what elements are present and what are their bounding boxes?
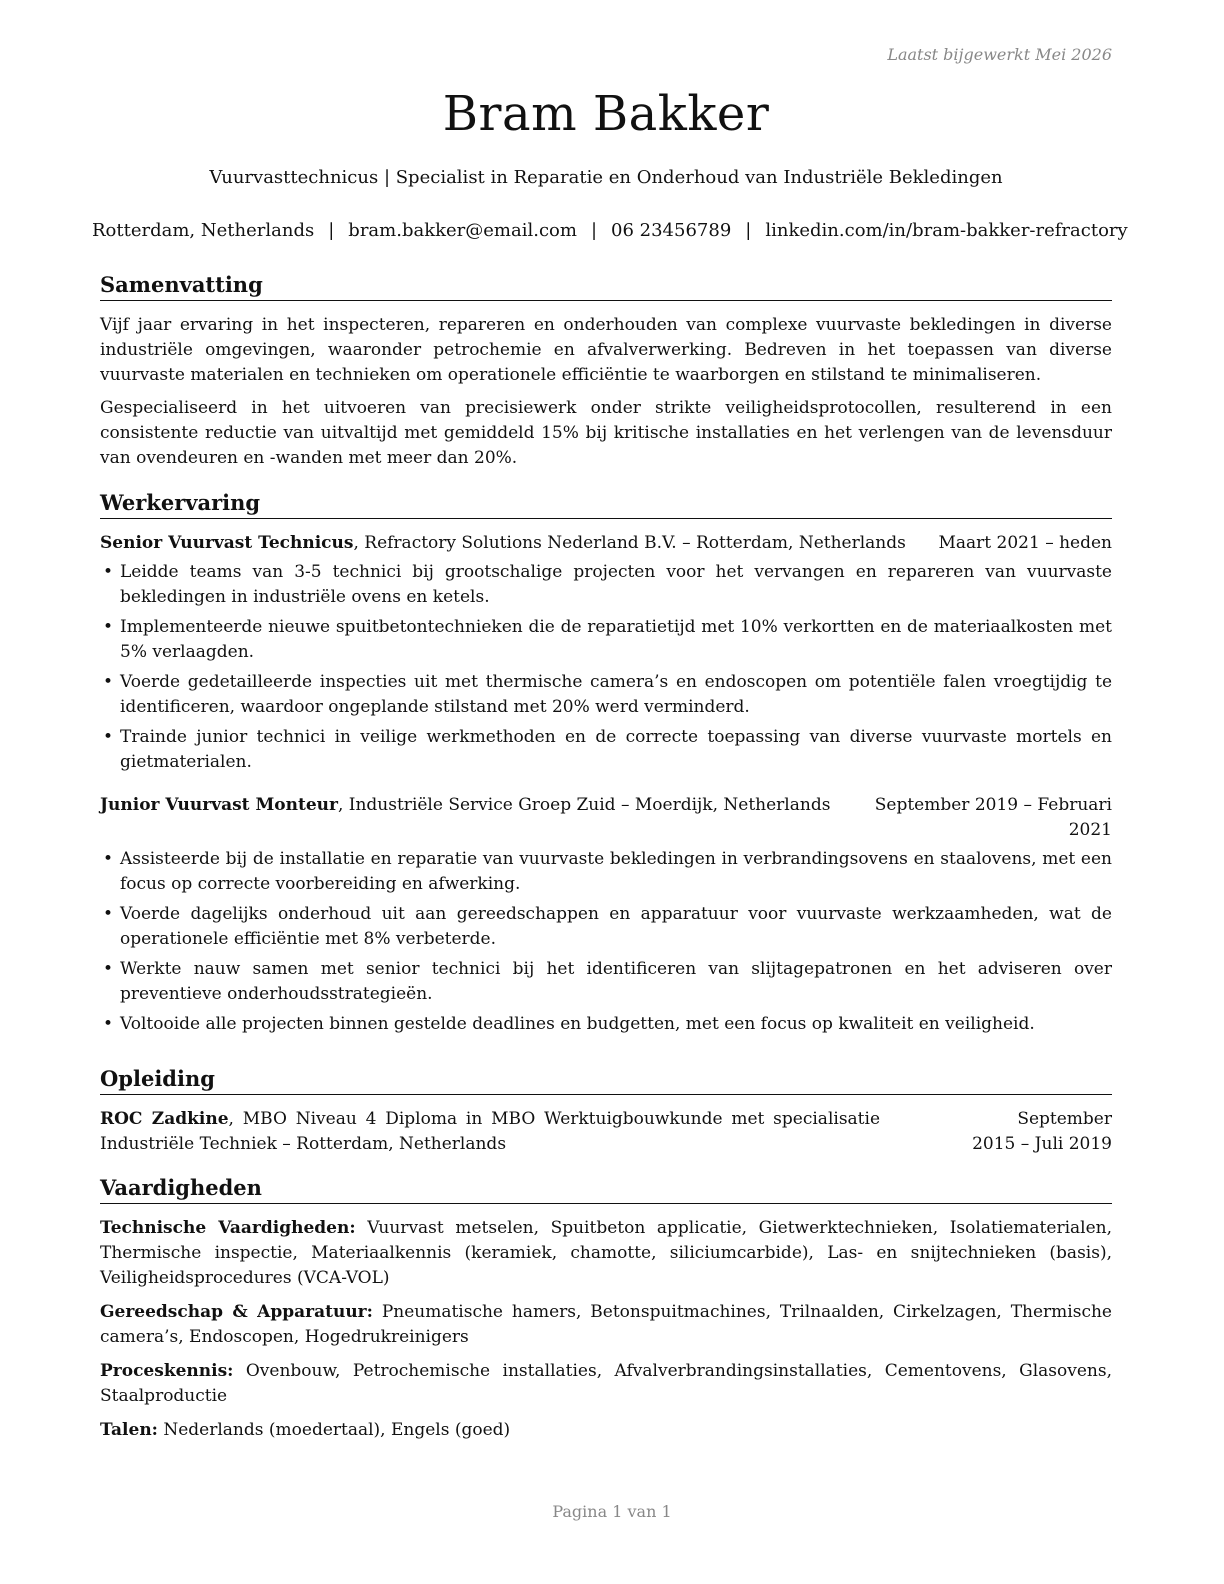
bullet-icon: •: [103, 904, 114, 924]
skill-label: Proceskennis:: [100, 1361, 234, 1381]
list-item: • Implementeerde nieuwe spuitbetontechnieken die de reparatietijd met 10% verkortten en de materiaalkosten met 5% verlaagden.: [103, 617, 1112, 662]
education-dates: September 2015 – Juli 2019: [972, 1109, 1112, 1154]
skill-group: [100, 1300, 1112, 1350]
job-header: [100, 793, 1112, 843]
bullet-icon: •: [103, 672, 114, 692]
job-bullets: [100, 847, 1112, 1037]
section-title-experience: Werkervaring: [100, 489, 1112, 519]
list-item: • Voltooide alle projecten binnen gestelde deadlines en budgetten, met een focus op kwaliteit en veiligheid.: [100, 1012, 1112, 1037]
job-role: Senior Vuurvast Technicus: [100, 533, 354, 553]
list-item: • Voerde dagelijks onderhoud uit aan gereedschappen en apparatuur voor vuurvaste werkzaamheden, wat de operationele efficiëntie met 8% verbeterde.: [103, 904, 1112, 949]
skill-text: Ovenbouw, Petrochemische installaties, Afvalverbrandingsinstallaties, Cementovens, Glasovens, Staalproductie: [100, 1361, 1112, 1406]
bullet-icon: •: [103, 727, 114, 747]
skills-section: [100, 1174, 1112, 1452]
contact-separator: |: [328, 220, 335, 241]
summary-paragraph: Vijf jaar ervaring in het inspecteren, repareren en onderhouden van complexe vuurvaste bekledingen in diverse industriële omgevingen, waaronder petrochemie en afvalverwerking. Bedreven in het toepassen van diverse vuurvaste materialen en technieken om operationele efficiëntie te waarborgen en stilstand te minimaliseren.: [100, 315, 1112, 385]
list-item: • Voerde gedetailleerde inspecties uit met thermische camera’s en endoscopen om potentiële falen vroegtijdig te identificeren, waardoor ongeplande stilstand met 20% werd verminderd.: [103, 672, 1112, 717]
job-header: [100, 531, 1112, 556]
contact-separator: |: [590, 220, 598, 241]
bullet-icon: •: [103, 562, 114, 582]
bullet-icon: •: [103, 849, 114, 869]
bullet-icon: •: [103, 1014, 114, 1034]
list-item: • Werkte nauw samen met senior technici bij het identificeren van slijtagepatronen en het adviseren over preventieve onderhoudsstrategieën.: [103, 959, 1112, 1004]
candidate-name: Bram Bakker: [442, 86, 770, 142]
education-section: [100, 1065, 1112, 1161]
section-title-summary: Samenvatting: [100, 271, 1112, 301]
skill-text: Nederlands (moedertaal), Engels (goed): [157, 1420, 511, 1440]
job-company: , Industriële Service Groep Zuid – Moerdijk, Netherlands: [337, 795, 831, 815]
contact-location: Rotterdam, Netherlands: [92, 220, 315, 241]
education-detail: , MBO Niveau 4 Diploma in MBO Werktuigbouwkunde met specialisatie Industriële Techniek – Rotterdam, Netherlands: [100, 1109, 881, 1154]
contact-linkedin[interactable]: linkedin.com/in/bram-bakker-refractory: [765, 220, 1128, 241]
list-item: • Trainde junior technici in veilige werkmethoden en de correcte toepassing van diverse vuurvaste mortels en gietmaterialen.: [103, 727, 1112, 772]
section-title-education: Opleiding: [100, 1065, 1112, 1095]
section-title-skills: Vaardigheden: [100, 1174, 1112, 1204]
page-number: Pagina 1 van 1: [552, 1502, 672, 1521]
school-name: ROC Zadkine: [100, 1109, 229, 1129]
bullet-icon: •: [103, 617, 114, 637]
skill-text: Vuurvast metselen, Spuitbeton applicatie, Gietwerktechnieken, Isolatiematerialen, Thermische inspectie, Materiaalkennis (keramiek, chamotte, siliciumcarbide), Las- en snijtechnieken (basis), Veiligheidsprocedures (VCA-VOL): [100, 1218, 1112, 1288]
skill-group: [100, 1216, 1112, 1291]
contact-separator: |: [745, 220, 752, 241]
skill-group: [100, 1418, 1112, 1443]
skill-label: Gereedschap & Apparatuur:: [100, 1302, 373, 1322]
summary-section: [100, 271, 1112, 479]
job-dates: Maart 2021 – heden: [938, 533, 1112, 553]
job-company: , Refractory Solutions Nederland B.V. – Rotterdam, Netherlands: [353, 533, 906, 553]
contact-phone: 06 23456789: [611, 220, 732, 241]
job-bullets: [100, 560, 1112, 775]
list-item: • Assisteerde bij de installatie en reparatie van vuurvaste bekledingen in verbrandingsovens en staalovens, met een focus op correcte voorbereiding en afwerking.: [103, 849, 1112, 894]
contact-line: [92, 220, 1128, 241]
skill-label: Talen:: [100, 1420, 158, 1440]
last-updated: Laatst bijgewerkt Mei 2026: [887, 45, 1112, 64]
contact-email[interactable]: bram.bakker@email.com: [348, 220, 577, 241]
bullet-icon: •: [103, 959, 114, 979]
summary-paragraph: Gespecialiseerd in het uitvoeren van precisiewerk onder strikte veiligheidsprotocollen, resulterend in een consistente reductie van uitvaltijd met gemiddeld 15% bij kritische installaties en het verlengen van de levensduur van ovendeuren en -wanden met meer dan 20%.: [100, 398, 1112, 468]
job-role: Junior Vuurvast Monteur: [100, 795, 338, 815]
skill-label: Technische Vaardigheden:: [100, 1218, 356, 1238]
tagline: Vuurvasttechnicus | Specialist in Reparatie en Onderhoud van Industriële Bekledingen: [209, 167, 1003, 188]
job-dates: September 2019 – Februari 2021: [874, 795, 1112, 840]
skill-text: Pneumatische hamers, Betonspuitmachines, Trilnaalden, Cirkelzagen, Thermische camera’s, Endoscopen, Hogedrukreinigers: [100, 1302, 1112, 1347]
experience-section: [100, 489, 1112, 1042]
list-item: • Leidde teams van 3-5 technici bij grootschalige projecten voor het vervangen en repareren van vuurvaste bekledingen in industriële ovens en ketels.: [103, 562, 1112, 607]
skill-group: [100, 1359, 1112, 1409]
education-entry: [100, 1107, 1112, 1157]
